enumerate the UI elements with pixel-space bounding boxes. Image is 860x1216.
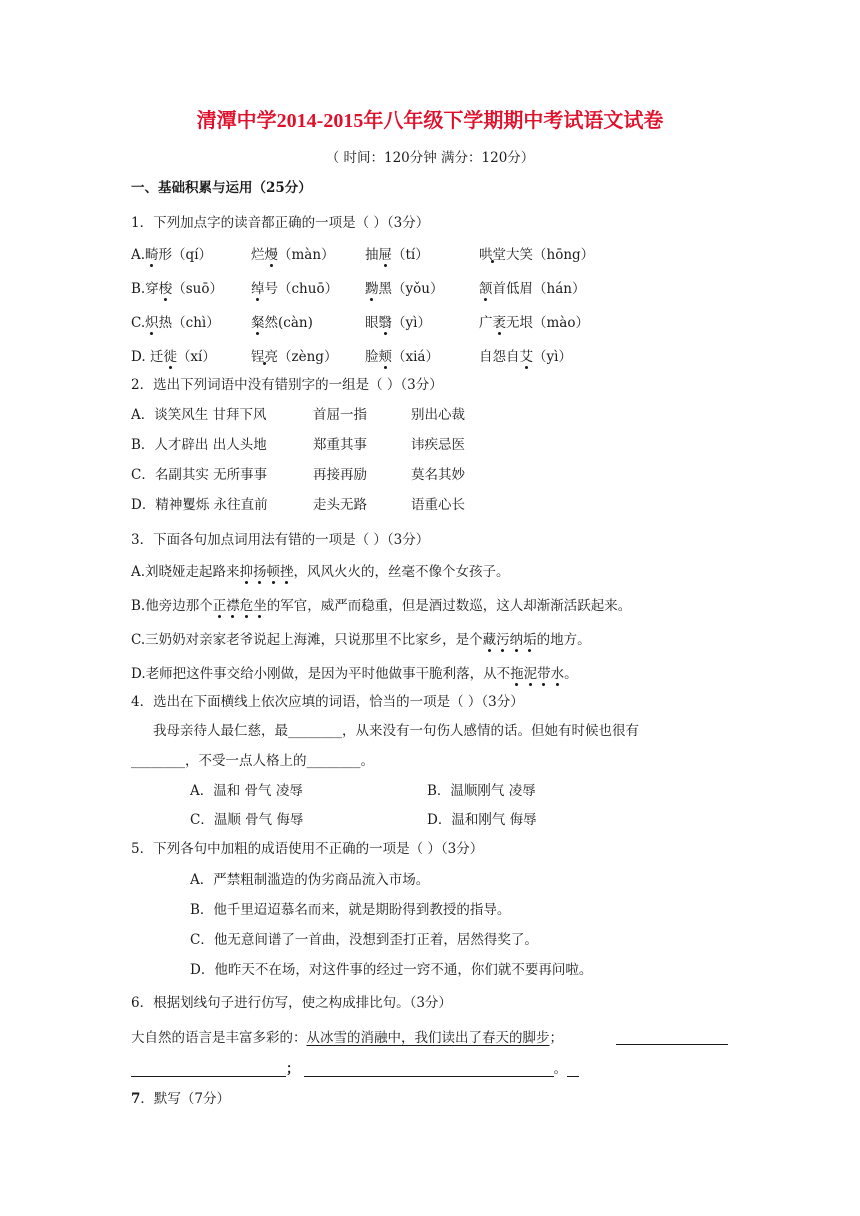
- question-6-end: 。: [553, 1061, 567, 1077]
- question-6-separator: ；: [549, 1030, 563, 1046]
- option-text: 的军官，威严而稳重，但是酒过数巡，这人却渐渐活跃起来。: [266, 598, 632, 614]
- option-text: 眼: [365, 315, 379, 331]
- option-text: B.他旁边那个: [131, 598, 213, 614]
- question-1-option-d-item: [131, 345, 216, 365]
- question-2-option-cell: D．精神矍烁 永往直前: [131, 497, 268, 513]
- question-4-passage-line-1: 我母亲待人最仁慈，最________，从来没有一句伤人感情的话。但她有时候也很有: [153, 723, 639, 739]
- option-text: 然(càn): [264, 315, 313, 331]
- option-text: 。: [564, 666, 578, 682]
- option-text: D. 迁: [131, 349, 164, 365]
- dotted-character: 梭: [159, 277, 173, 297]
- option-text: 抽: [365, 247, 379, 263]
- dotted-character: 颔: [479, 277, 493, 297]
- answer-blank-3[interactable]: [304, 1062, 554, 1077]
- option-text: 哄: [479, 247, 493, 263]
- option-text: C.三奶奶对亲家老爷说起上海滩，只说那里不比家乡，是个: [131, 632, 483, 648]
- dotted-character: 藏: [483, 628, 497, 648]
- option-text: 脸: [365, 349, 379, 365]
- dotted-character: 拖: [510, 662, 524, 682]
- dotted-character: 颊: [379, 345, 393, 365]
- dotted-character: 炽: [145, 311, 159, 331]
- question-1-option-a-item: [365, 243, 429, 263]
- question-5-option: D．他昨天不在场，对这件事的经过一窍不通，你们就不要再问啦。: [190, 962, 593, 978]
- option-text: 黑（yǒu）: [378, 281, 444, 297]
- question-1-option-d-item: [251, 345, 337, 365]
- dotted-character: 带: [537, 662, 551, 682]
- question-7-stem: 7．默写（7分）: [131, 1091, 230, 1107]
- question-6-answer-line: [131, 1057, 579, 1077]
- question-2-option-cell: C．名副其实 无所事事: [131, 467, 268, 483]
- option-text: ，风风火火的，丝毫不像个女孩子。: [293, 564, 510, 580]
- question-2-option-cell: 语重心长: [411, 497, 465, 513]
- question-4-passage-line-2: ________，不受一点人格上的________。: [131, 753, 374, 769]
- dotted-phrase: [510, 666, 564, 682]
- option-text: （suō）: [172, 281, 223, 297]
- question-1-option-b-item: [479, 277, 585, 297]
- dotted-character: 泥: [524, 662, 538, 682]
- option-text: 首低眉（hán）: [492, 281, 586, 297]
- question-1-option-d-item: [479, 345, 572, 365]
- question-6-stem: 6．根据划线句子进行仿写，使之构成排比句。（3分）: [131, 995, 452, 1011]
- question-5-option: B．他千里迢迢慕名而来，就是期盼得到教授的指导。: [190, 902, 511, 918]
- dotted-phrase: [240, 564, 294, 580]
- question-6-underlined-sentence: 从冰雪的消融中，我们读出了春天的脚步: [306, 1030, 550, 1046]
- option-text: （màn）: [278, 247, 335, 263]
- question-1-option-d-item: [365, 345, 439, 365]
- question-5-stem: 5．下列各句中加粗的成语使用不正确的一项是（ ）（3分）: [131, 841, 484, 857]
- dotted-character: 垢: [523, 628, 537, 648]
- question-2-option-cell: A．谈笑风生 甘拜下风: [131, 407, 267, 423]
- question-1-option-a-item: [131, 243, 212, 263]
- option-text: （xiá）: [392, 349, 439, 365]
- question-2-option-cell: 首屈一指: [313, 407, 367, 423]
- dotted-character: 熳: [265, 243, 279, 263]
- question-6-lead: 大自然的语言是丰富多彩的：: [131, 1030, 307, 1046]
- exam-info: （ 时间：120分钟 满分：120分）: [325, 150, 535, 166]
- question-2-option-cell: B．人才辟出 出人头地: [131, 437, 267, 453]
- option-text: 自怨自: [479, 349, 520, 365]
- option-text: C.: [131, 315, 146, 331]
- question-5-option: A．严禁粗制滥造的伪劣商品流入市场。: [190, 872, 430, 888]
- dotted-character: 危: [240, 594, 254, 614]
- question-1-option-b-item: [365, 277, 443, 297]
- question-1-option-c-item: [479, 311, 589, 331]
- question-2-option-cell: 再接再励: [313, 467, 367, 483]
- option-text: 亮（zèng）: [264, 349, 338, 365]
- dotted-character: 扬: [253, 560, 267, 580]
- dotted-character: 污: [496, 628, 510, 648]
- dotted-character: 黝: [365, 277, 379, 297]
- question-1-option-c-item: [251, 311, 313, 331]
- option-text: （tí）: [392, 247, 429, 263]
- question-4-option: D．温和刚气 侮辱: [427, 812, 537, 828]
- dotted-character: 徙: [163, 345, 177, 365]
- dotted-character: 襟: [226, 594, 240, 614]
- dotted-character: 纳: [510, 628, 524, 648]
- question-1-option-b-item: [131, 277, 223, 297]
- option-text: 形（qí）: [158, 247, 213, 263]
- question-4-stem: 4．选出在下面横线上依次应填的词语，恰当的一项是（ ）（3分）: [131, 694, 524, 710]
- option-text: （yì）: [392, 315, 431, 331]
- dotted-character: 袤: [493, 311, 507, 331]
- page-title: 清潭中学2014-2015年八年级下学期期中考试语文试卷: [196, 110, 664, 132]
- dotted-character: 坐: [253, 594, 267, 614]
- dotted-phrase: [213, 598, 267, 614]
- dotted-character: 畸: [145, 243, 159, 263]
- dotted-character: 翳: [379, 311, 393, 331]
- question-1-option-b-item: [251, 277, 338, 297]
- question-6-sentence: [131, 1026, 563, 1046]
- option-text: （xí）: [176, 349, 216, 365]
- question-3-option: [131, 628, 591, 648]
- question-2-option-cell: 郑重其事: [313, 437, 367, 453]
- dotted-character: 绰: [251, 277, 265, 297]
- question-2-option-cell: 别出心裁: [411, 407, 465, 423]
- dotted-character: 粲: [251, 311, 265, 331]
- option-text: 堂大笑（hōng）: [492, 247, 595, 263]
- answer-blank-1[interactable]: [616, 1029, 728, 1045]
- question-1-option-a-item: [479, 243, 594, 263]
- option-text: 广: [479, 315, 493, 331]
- dotted-character: 正: [213, 594, 227, 614]
- question-4-option: A．温和 骨气 凌辱: [190, 783, 303, 799]
- question-1-option-c-item: [365, 311, 431, 331]
- question-4-option: C．温顺 骨气 侮辱: [190, 812, 304, 828]
- question-1-option-a-item: [251, 243, 335, 263]
- question-3-stem: 3．下面各句加点词用法有错的一项是（ ）（3分）: [131, 532, 430, 548]
- question-2-stem: 2．选出下列词语中没有错别字的一组是（ ）（3分）: [131, 377, 443, 393]
- dotted-character: 屉: [379, 243, 393, 263]
- question-2-option-cell: 莫名其妙: [411, 467, 465, 483]
- option-text: 烂: [251, 247, 265, 263]
- option-text: 锃: [251, 349, 265, 365]
- question-3-option: [131, 662, 578, 682]
- option-text: B.穿: [131, 281, 159, 297]
- dotted-character: 艾: [520, 345, 534, 365]
- option-text: 号（chuō）: [264, 281, 339, 297]
- question-2-option-cell: 讳疾忌医: [411, 437, 465, 453]
- question-5-option: C．他无意间谱了一首曲，没想到歪打正着，居然得奖了。: [190, 932, 538, 948]
- option-text: （yì）: [533, 349, 572, 365]
- dotted-character: 顿: [267, 560, 281, 580]
- question-3-option: [131, 594, 631, 614]
- option-text: 无垠（mào）: [506, 315, 589, 331]
- dotted-character: 挫: [280, 560, 294, 580]
- question-6-separator-2: ；: [286, 1061, 300, 1077]
- question-2-option-cell: 走头无路: [313, 497, 367, 513]
- question-3-option: [131, 560, 510, 580]
- dotted-character: 抑: [240, 560, 254, 580]
- question-4-option: B．温顺刚气 凌辱: [427, 783, 536, 799]
- section-heading: 一、基础积累与运用（25分）: [131, 180, 312, 196]
- option-text: A.刘晓娅走起路来: [131, 564, 240, 580]
- question-1-stem: 1．下列加点字的读音都正确的一项是（ ）（3分）: [131, 215, 430, 231]
- option-text: 热（chì）: [158, 315, 220, 331]
- question-1-option-c-item: [131, 311, 220, 331]
- option-text: D.老师把这件事交给小刚做，是因为平时他做事干脆利落，从不: [131, 666, 511, 682]
- dotted-character: 水: [551, 662, 565, 682]
- option-text: A.: [131, 247, 146, 263]
- answer-blank-2[interactable]: [131, 1062, 286, 1077]
- option-text: 的地方。: [536, 632, 591, 648]
- dotted-phrase: [483, 632, 537, 648]
